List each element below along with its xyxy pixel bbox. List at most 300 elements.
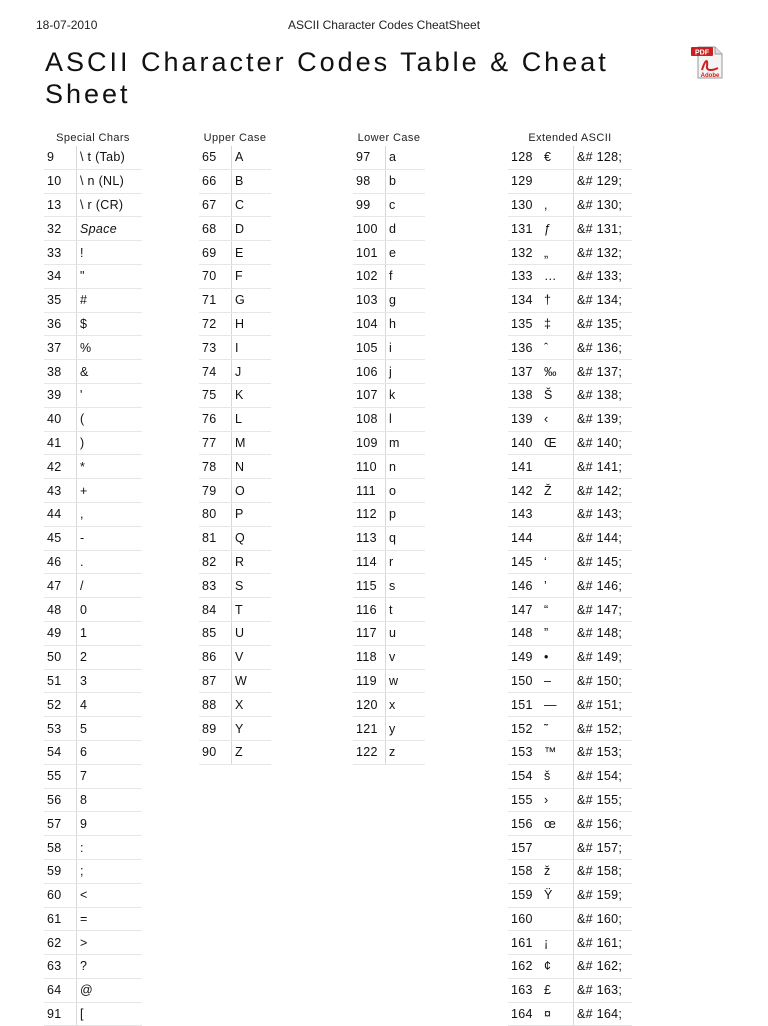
table-row bbox=[44, 693, 142, 717]
entity-cell: &# 159; bbox=[574, 883, 633, 907]
pdf-icon[interactable] bbox=[690, 44, 726, 80]
char-cell: • bbox=[541, 645, 574, 669]
char-cell: F bbox=[232, 264, 272, 288]
char-cell: ; bbox=[77, 859, 143, 883]
table-row bbox=[508, 383, 632, 407]
table-row bbox=[508, 146, 632, 169]
code-cell: 59 bbox=[44, 859, 77, 883]
table-row bbox=[508, 955, 632, 979]
char-cell bbox=[541, 836, 574, 860]
char-cell: p bbox=[386, 502, 426, 526]
table-row bbox=[44, 526, 142, 550]
char-cell: [ bbox=[77, 1002, 143, 1026]
code-cell: 42 bbox=[44, 455, 77, 479]
table-row bbox=[353, 241, 425, 265]
table-row bbox=[44, 455, 142, 479]
code-cell: 79 bbox=[199, 479, 232, 503]
entity-cell: &# 154; bbox=[574, 764, 633, 788]
table-row bbox=[199, 407, 271, 431]
header-date: 18-07-2010 bbox=[36, 18, 98, 32]
table-row bbox=[44, 836, 142, 860]
table-row bbox=[199, 598, 271, 622]
char-cell: ” bbox=[541, 621, 574, 645]
table-row bbox=[508, 169, 632, 193]
code-cell: 128 bbox=[508, 146, 541, 169]
table-row bbox=[508, 669, 632, 693]
entity-cell: &# 141; bbox=[574, 455, 633, 479]
char-cell: ™ bbox=[541, 740, 574, 764]
char-cell: e bbox=[386, 241, 426, 265]
code-cell: 41 bbox=[44, 431, 77, 455]
table-row bbox=[199, 621, 271, 645]
table-row bbox=[199, 146, 271, 169]
table-row bbox=[508, 1002, 632, 1026]
entity-cell: &# 132; bbox=[574, 241, 633, 265]
char-cell: 3 bbox=[77, 669, 143, 693]
table-row bbox=[199, 526, 271, 550]
char-cell: \ r (CR) bbox=[77, 193, 143, 217]
char-cell: Y bbox=[232, 717, 272, 741]
entity-cell: &# 156; bbox=[574, 812, 633, 836]
table-row bbox=[508, 883, 632, 907]
table-row bbox=[353, 193, 425, 217]
char-cell: H bbox=[232, 312, 272, 336]
code-cell: 142 bbox=[508, 479, 541, 503]
char-cell: £ bbox=[541, 978, 574, 1002]
code-cell: 54 bbox=[44, 740, 77, 764]
entity-cell: &# 153; bbox=[574, 740, 633, 764]
entity-cell: &# 140; bbox=[574, 431, 633, 455]
entity-cell: &# 139; bbox=[574, 407, 633, 431]
char-cell: ¤ bbox=[541, 1002, 574, 1026]
code-cell: 159 bbox=[508, 883, 541, 907]
char-cell: / bbox=[77, 574, 143, 598]
char-cell: ž bbox=[541, 859, 574, 883]
entity-cell: &# 148; bbox=[574, 621, 633, 645]
extended-ascii-heading: Extended ASCII bbox=[528, 132, 612, 144]
table-row bbox=[508, 407, 632, 431]
table-row bbox=[353, 169, 425, 193]
code-cell: 105 bbox=[353, 336, 386, 360]
code-cell: 155 bbox=[508, 788, 541, 812]
code-cell: 103 bbox=[353, 288, 386, 312]
code-cell: 148 bbox=[508, 621, 541, 645]
table-row bbox=[508, 264, 632, 288]
table-row bbox=[199, 455, 271, 479]
code-cell: 112 bbox=[353, 502, 386, 526]
code-cell: 107 bbox=[353, 383, 386, 407]
table-row bbox=[44, 217, 142, 241]
table-row bbox=[353, 574, 425, 598]
code-cell: 90 bbox=[199, 740, 232, 764]
code-cell: 147 bbox=[508, 598, 541, 622]
table-row bbox=[508, 907, 632, 931]
code-cell: 47 bbox=[44, 574, 77, 598]
table-row bbox=[353, 288, 425, 312]
code-cell: 104 bbox=[353, 312, 386, 336]
entity-cell: &# 143; bbox=[574, 502, 633, 526]
char-cell bbox=[541, 502, 574, 526]
char-cell: N bbox=[232, 455, 272, 479]
code-cell: 89 bbox=[199, 717, 232, 741]
table-row bbox=[508, 621, 632, 645]
table-row bbox=[353, 621, 425, 645]
entity-cell: &# 152; bbox=[574, 717, 633, 741]
code-cell: 76 bbox=[199, 407, 232, 431]
entity-cell: &# 129; bbox=[574, 169, 633, 193]
table-row bbox=[44, 764, 142, 788]
char-cell: y bbox=[386, 717, 426, 741]
char-cell: ˜ bbox=[541, 717, 574, 741]
code-cell: 43 bbox=[44, 479, 77, 503]
char-cell: 4 bbox=[77, 693, 143, 717]
entity-cell: &# 138; bbox=[574, 383, 633, 407]
header-title: ASCII Character Codes CheatSheet bbox=[287, 18, 481, 32]
char-cell: 1 bbox=[77, 621, 143, 645]
code-cell: 101 bbox=[353, 241, 386, 265]
special-chars-column bbox=[44, 130, 142, 1026]
code-cell: 84 bbox=[199, 598, 232, 622]
char-cell: d bbox=[386, 217, 426, 241]
code-cell: 55 bbox=[44, 764, 77, 788]
code-cell: 60 bbox=[44, 883, 77, 907]
char-cell: ˆ bbox=[541, 336, 574, 360]
table-row bbox=[353, 264, 425, 288]
code-cell: 64 bbox=[44, 978, 77, 1002]
table-row bbox=[44, 574, 142, 598]
table-row bbox=[199, 360, 271, 384]
code-cell: 116 bbox=[353, 598, 386, 622]
char-cell bbox=[541, 907, 574, 931]
char-cell: " bbox=[77, 264, 143, 288]
char-cell: : bbox=[77, 836, 143, 860]
table-row bbox=[44, 955, 142, 979]
code-cell: 98 bbox=[353, 169, 386, 193]
char-cell: … bbox=[541, 264, 574, 288]
char-cell: 7 bbox=[77, 764, 143, 788]
entity-cell: &# 144; bbox=[574, 526, 633, 550]
char-cell: € bbox=[541, 146, 574, 169]
char-cell: L bbox=[232, 407, 272, 431]
table-row bbox=[44, 336, 142, 360]
table-row bbox=[353, 693, 425, 717]
code-cell: 106 bbox=[353, 360, 386, 384]
char-cell: T bbox=[232, 598, 272, 622]
code-cell: 74 bbox=[199, 360, 232, 384]
char-cell: I bbox=[232, 336, 272, 360]
table-row bbox=[44, 812, 142, 836]
table-row bbox=[353, 502, 425, 526]
table-row bbox=[199, 312, 271, 336]
table-row bbox=[353, 431, 425, 455]
entity-cell: &# 136; bbox=[574, 336, 633, 360]
char-cell: š bbox=[541, 764, 574, 788]
char-cell: 5 bbox=[77, 717, 143, 741]
extended-ascii-table bbox=[508, 146, 632, 1026]
code-cell: 49 bbox=[44, 621, 77, 645]
code-cell: 135 bbox=[508, 312, 541, 336]
code-cell: 68 bbox=[199, 217, 232, 241]
table-row bbox=[44, 169, 142, 193]
code-cell: 51 bbox=[44, 669, 77, 693]
char-cell: ¡ bbox=[541, 931, 574, 955]
table-row bbox=[353, 526, 425, 550]
char-cell: ? bbox=[77, 955, 143, 979]
code-cell: 58 bbox=[44, 836, 77, 860]
table-row bbox=[508, 550, 632, 574]
code-cell: 132 bbox=[508, 241, 541, 265]
char-cell: w bbox=[386, 669, 426, 693]
code-cell: 143 bbox=[508, 502, 541, 526]
table-row bbox=[199, 502, 271, 526]
code-cell: 69 bbox=[199, 241, 232, 265]
char-cell: J bbox=[232, 360, 272, 384]
char-cell: W bbox=[232, 669, 272, 693]
entity-cell: &# 151; bbox=[574, 693, 633, 717]
code-cell: 71 bbox=[199, 288, 232, 312]
char-cell: – bbox=[541, 669, 574, 693]
char-cell: % bbox=[77, 336, 143, 360]
code-cell: 56 bbox=[44, 788, 77, 812]
table-row bbox=[44, 621, 142, 645]
code-cell: 70 bbox=[199, 264, 232, 288]
char-cell: C bbox=[232, 193, 272, 217]
table-row bbox=[44, 931, 142, 955]
char-cell: + bbox=[77, 479, 143, 503]
table-row bbox=[508, 978, 632, 1002]
table-row bbox=[353, 550, 425, 574]
code-cell: 88 bbox=[199, 693, 232, 717]
char-cell: Œ bbox=[541, 431, 574, 455]
char-cell: l bbox=[386, 407, 426, 431]
code-cell: 157 bbox=[508, 836, 541, 860]
entity-cell: &# 145; bbox=[574, 550, 633, 574]
table-row bbox=[44, 907, 142, 931]
code-cell: 32 bbox=[44, 217, 77, 241]
table-row bbox=[44, 360, 142, 384]
char-cell: f bbox=[386, 264, 426, 288]
special-chars-heading: Special Chars bbox=[56, 132, 130, 144]
upper-case-heading: Upper Case bbox=[203, 132, 267, 144]
code-cell: 152 bbox=[508, 717, 541, 741]
char-cell: ¢ bbox=[541, 955, 574, 979]
code-cell: 162 bbox=[508, 955, 541, 979]
code-cell: 57 bbox=[44, 812, 77, 836]
code-cell: 133 bbox=[508, 264, 541, 288]
upper-case-column bbox=[199, 130, 271, 765]
entity-cell: &# 137; bbox=[574, 360, 633, 384]
char-cell: n bbox=[386, 455, 426, 479]
char-cell: † bbox=[541, 288, 574, 312]
char-cell: u bbox=[386, 621, 426, 645]
table-row bbox=[199, 574, 271, 598]
table-row bbox=[199, 693, 271, 717]
table-row bbox=[508, 502, 632, 526]
code-cell: 108 bbox=[353, 407, 386, 431]
entity-cell: &# 155; bbox=[574, 788, 633, 812]
char-cell: b bbox=[386, 169, 426, 193]
entity-cell: &# 133; bbox=[574, 264, 633, 288]
char-cell: a bbox=[386, 146, 426, 169]
char-cell: ƒ bbox=[541, 217, 574, 241]
char-cell: Q bbox=[232, 526, 272, 550]
code-cell: 121 bbox=[353, 717, 386, 741]
lower-case-table bbox=[353, 146, 425, 765]
table-row bbox=[508, 336, 632, 360]
code-cell: 122 bbox=[353, 740, 386, 764]
char-cell: , bbox=[541, 193, 574, 217]
code-cell: 119 bbox=[353, 669, 386, 693]
entity-cell: &# 146; bbox=[574, 574, 633, 598]
pdf-badge-label: PDF bbox=[695, 49, 709, 57]
entity-cell: &# 142; bbox=[574, 479, 633, 503]
char-cell: ( bbox=[77, 407, 143, 431]
table-row bbox=[508, 740, 632, 764]
entity-cell: &# 134; bbox=[574, 288, 633, 312]
code-cell: 72 bbox=[199, 312, 232, 336]
code-cell: 78 bbox=[199, 455, 232, 479]
table-row bbox=[508, 788, 632, 812]
table-row bbox=[44, 1002, 142, 1026]
table-row bbox=[44, 550, 142, 574]
char-cell: i bbox=[386, 336, 426, 360]
table-row bbox=[199, 241, 271, 265]
entity-cell: &# 157; bbox=[574, 836, 633, 860]
char-cell: g bbox=[386, 288, 426, 312]
entity-cell: &# 128; bbox=[574, 146, 633, 169]
table-row bbox=[44, 479, 142, 503]
char-cell: * bbox=[77, 455, 143, 479]
code-cell: 48 bbox=[44, 598, 77, 622]
code-cell: 87 bbox=[199, 669, 232, 693]
code-cell: 151 bbox=[508, 693, 541, 717]
code-cell: 34 bbox=[44, 264, 77, 288]
table-row bbox=[199, 740, 271, 764]
code-cell: 120 bbox=[353, 693, 386, 717]
code-cell: 91 bbox=[44, 1002, 77, 1026]
char-cell: z bbox=[386, 740, 426, 764]
code-cell: 99 bbox=[353, 193, 386, 217]
char-cell: A bbox=[232, 146, 272, 169]
table-row bbox=[508, 312, 632, 336]
table-row bbox=[199, 717, 271, 741]
code-cell: 39 bbox=[44, 383, 77, 407]
upper-case-table bbox=[199, 146, 271, 765]
table-row bbox=[44, 383, 142, 407]
code-cell: 82 bbox=[199, 550, 232, 574]
table-row bbox=[44, 146, 142, 169]
code-cell: 33 bbox=[44, 241, 77, 265]
entity-cell: &# 147; bbox=[574, 598, 633, 622]
char-cell: h bbox=[386, 312, 426, 336]
table-row bbox=[508, 645, 632, 669]
code-cell: 13 bbox=[44, 193, 77, 217]
entity-cell: &# 130; bbox=[574, 193, 633, 217]
table-row bbox=[44, 645, 142, 669]
table-row bbox=[508, 217, 632, 241]
char-cell: ) bbox=[77, 431, 143, 455]
table-row bbox=[508, 360, 632, 384]
code-cell: 37 bbox=[44, 336, 77, 360]
code-cell: 131 bbox=[508, 217, 541, 241]
code-cell: 50 bbox=[44, 645, 77, 669]
code-cell: 46 bbox=[44, 550, 77, 574]
char-cell: œ bbox=[541, 812, 574, 836]
table-row bbox=[44, 288, 142, 312]
code-cell: 115 bbox=[353, 574, 386, 598]
code-cell: 144 bbox=[508, 526, 541, 550]
code-cell: 66 bbox=[199, 169, 232, 193]
table-row bbox=[508, 241, 632, 265]
table-row bbox=[353, 407, 425, 431]
code-cell: 136 bbox=[508, 336, 541, 360]
char-cell: E bbox=[232, 241, 272, 265]
char-cell: ! bbox=[77, 241, 143, 265]
table-row bbox=[44, 740, 142, 764]
table-row bbox=[44, 193, 142, 217]
code-cell: 77 bbox=[199, 431, 232, 455]
table-row bbox=[508, 859, 632, 883]
table-row bbox=[508, 193, 632, 217]
char-cell: t bbox=[386, 598, 426, 622]
code-cell: 138 bbox=[508, 383, 541, 407]
char-cell bbox=[541, 526, 574, 550]
code-cell: 158 bbox=[508, 859, 541, 883]
code-cell: 83 bbox=[199, 574, 232, 598]
char-cell: @ bbox=[77, 978, 143, 1002]
char-cell: $ bbox=[77, 312, 143, 336]
table-row bbox=[508, 288, 632, 312]
table-row bbox=[44, 241, 142, 265]
char-cell: K bbox=[232, 383, 272, 407]
table-row bbox=[508, 455, 632, 479]
table-row bbox=[508, 526, 632, 550]
table-row bbox=[508, 598, 632, 622]
table-row bbox=[199, 336, 271, 360]
code-cell: 154 bbox=[508, 764, 541, 788]
code-cell: 140 bbox=[508, 431, 541, 455]
char-cell: = bbox=[77, 907, 143, 931]
char-cell: Space bbox=[77, 217, 143, 241]
code-cell: 160 bbox=[508, 907, 541, 931]
lower-case-column bbox=[353, 130, 425, 765]
char-cell: c bbox=[386, 193, 426, 217]
entity-cell: &# 161; bbox=[574, 931, 633, 955]
code-cell: 9 bbox=[44, 146, 77, 169]
table-row bbox=[508, 836, 632, 860]
page-title: ASCII Character Codes Table & Cheat Sheet bbox=[45, 47, 609, 109]
code-cell: 73 bbox=[199, 336, 232, 360]
table-row bbox=[44, 312, 142, 336]
entity-cell: &# 131; bbox=[574, 217, 633, 241]
char-cell: \ n (NL) bbox=[77, 169, 143, 193]
code-cell: 52 bbox=[44, 693, 77, 717]
char-cell: — bbox=[541, 693, 574, 717]
code-cell: 163 bbox=[508, 978, 541, 1002]
char-cell: U bbox=[232, 621, 272, 645]
code-cell: 10 bbox=[44, 169, 77, 193]
entity-cell: &# 164; bbox=[574, 1002, 633, 1026]
entity-cell: &# 158; bbox=[574, 859, 633, 883]
char-cell: B bbox=[232, 169, 272, 193]
char-cell: D bbox=[232, 217, 272, 241]
char-cell: Z bbox=[232, 740, 272, 764]
entity-cell: &# 163; bbox=[574, 978, 633, 1002]
char-cell: 9 bbox=[77, 812, 143, 836]
table-row bbox=[353, 312, 425, 336]
extended-ascii-column bbox=[508, 130, 632, 1026]
char-cell: , bbox=[77, 502, 143, 526]
